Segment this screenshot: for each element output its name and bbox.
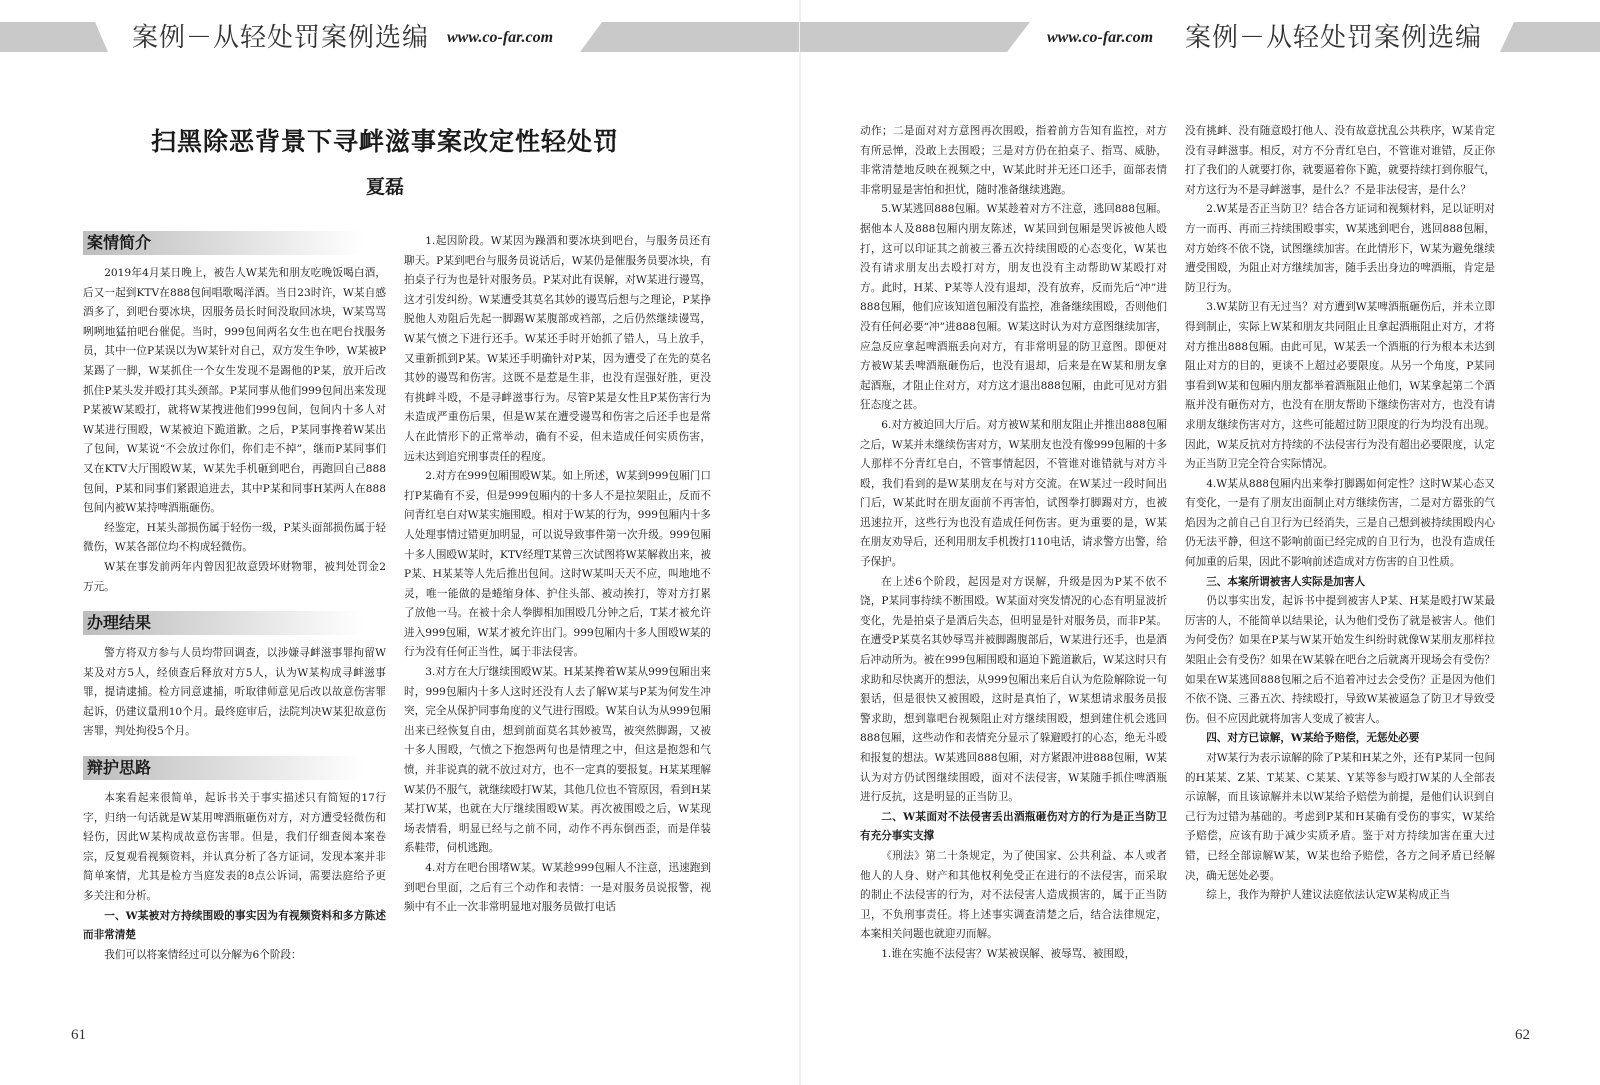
paragraph: 对W某行为表示谅解的除了P某和H某之外，还有P某同一包间的H某某、Z某、T某某、C某某、Y某等参与殴打W某的人全部表示谅解，而且该谅解并未以W某给予赔偿为前提，是他们认识到自己行为过错为基础的。考虑到P某和H某确有受伤的事实，W某给予赔偿，应该有助于减少实质矛盾。鉴于对方持续加害在重大过错，已经全部谅解W某，W某也给予赔偿，各方之间矛盾已经解决，确无惩处必要。 [1185, 752, 1495, 882]
header-decor-bar [800, 22, 1030, 52]
section-heading-text: 辩护思路 [87, 758, 152, 778]
header-decor-bar [0, 22, 108, 52]
text-column-2 [404, 232, 711, 992]
paragraph: W某在事发前两年内曾因犯故意毁坏财物罪，被判处罚金2万元。 [83, 560, 386, 593]
paragraph: 经鉴定，H某头部损伤属于轻伤一级，P某头面部损伤属于轻微伤，W某各部位均不构成轻微伤。 [83, 521, 386, 554]
paragraph: 3.对方在大厅继续围殴W某。H某某搀着W某从999包厢出来时，999包厢内十多人这时还没有人去了解W某与P某为何发生冲突，完全从保护同事角度的义气进行围殴。W某自认为从999包厢出来已经恢复自由，想到前面莫名其妙被骂，被突然脚踢，又被十多人围殴，气愤之下抱怨两句也是情理之中，但这是抱怨和气愤，并非说真的就不放过对方，也不一定真的要报复。H某某理解W某仍不服气，就继续殴打W某，其他几位也不管原因，看到H某某打W某，也就在大厅继续围殴W某。再次被围殴之后，W某现场表情看，明显已经与之前不同，动作不再东倒西歪，而是佯装系鞋带，伺机逃跑。 [404, 666, 711, 855]
paragraph: 1.谁在实施不法侵害？W某被误解、被辱骂、被围殴， [881, 947, 1136, 960]
paragraph: 2019年4月某日晚上，被告人W某先和朋友吃晚饭喝白酒，后又一起到KTV在888包间唱歌喝洋酒。当日23时许，W某自感酒多了，到吧台要冰块，因服务员长时间没取回冰块，W某骂骂咧咧地猛拍吧台催促。当时，999包间两名女生也在吧台找服务员，其中一位P某误以为W某针对自己，双方发生争吵，W某被P某踢了一脚，W某抓住一个女生发现不是踢他的P某，放开后改抓住P某头发并殴打其头颈部。P某同事从他们999包间出来发现P某被W某殴打，就将W某拽进他们999包间，包间内十多人对W某进行围殴，W某被迫下跪道歉。之后，P某同事搀着W某出了包间，W某说“不会放过你们，你们走不掉”，继而P某同事们又在KTV大厅围殴W某，W某先手机砸到吧台，再跑回自己888包间，P某和同事们紧跟追进去，其中P某和同事H某两人在888包间内被W某持啤酒瓶砸伤。 [83, 267, 386, 515]
paragraph: 5.W某逃回888包厢。W某趁着对方不注意，逃回888包厢。据他本人及888包厢内朋友陈述，W某回到包厢是哭诉被他人殴打，这可以印证其之前被三番五次持续围殴的心态变化，W某也没有请求朋友出去殴打对方，朋友也没有主动帮助W某殴打对方。此时，H某、P某等人没有退却，没有放弃，反而先后“冲”进888包厢，他们应该知道包厢没有监控，准备继续围殴，否则他们没有任何必要“冲”进888包厢。W某这时认为对方意图继续加害，应急反应拿起啤酒瓶丢向对方，有非常明显的防卫意图。即便对方被W某丢啤酒瓶砸伤后，也没有退却，后来是在W某和朋友拿起酒瓶，才阻止住对方，对方这才退出888包厢，由此可见对方猖狂态度之甚。 [860, 203, 1167, 412]
section-heading [83, 756, 386, 780]
paragraph: 我们可以将案情经过可以分解为6个阶段： [104, 948, 302, 961]
subheading: 四、对方已谅解，W某给予赔偿，无惩处必要 [1206, 732, 1420, 745]
page-number: 61 [71, 1027, 86, 1043]
paragraph: 1.起因阶段。W某因为躁酒和要冰块到吧台，与服务员还有聊天。P某到吧台与服务员说话后，W某仍是催服务员要冰块，有拍桌子行为也是针对服务员。P某对此有误解，对W某进行谩骂，这才引发纠纷。W某遭受其莫名其妙的谩骂后想与之理论，P某挣脱他人劝阻后先起一脚踢W某腹部或裆部，之后仍然继续谩骂，W某气愤之下进行还手。W某还手时开始抓了错人，马上放手，又重新抓到P某。W某还手明确针对P某，因为遭受了在先的莫名其妙的谩骂和伤害。这既不是惹是生非，也没有逞强好胜，更没有挑衅斗殴，不是寻衅滋事行为。尽管P某是女性且P某伤害行为未造成严重伤后果，但是W某在遭受谩骂和伤害之后还手也是常人在此情形下的正常举动，确有不妥，但未造成任何实质伤害，远未达到追究刑事责任的程度。 [404, 235, 711, 463]
text-column-1 [83, 223, 386, 998]
paragraph: 6.对方被迫回大厅后。对方被W某和朋友阻止并推出888包厢之后，W某并未继续伤害对方，W某朋友也没有像999包厢的十多人那样不分青红皂白，不管事情起因，不管谁对谁错就与对方斗殴，我们看到的是W某朋友在与对方交流。在W某过一段时间出门后，W某此时在朋友面前不再害怕，试图拳打脚踢对方，也被迅速拉开，这些行为也没有造成任何伤害。更为重要的是，W某在朋友劝导后，还利用朋友手机拨打110电话，请求警方出警，给予保护。 [860, 418, 1167, 569]
running-header-url: www.co-far.com [1047, 29, 1154, 46]
section-heading-text: 办理结果 [87, 613, 152, 633]
article-author: 夏磊 [365, 176, 404, 198]
article-title: 扫黑除恶背景下寻衅滋事案改定性轻处罚 [150, 127, 619, 156]
page-number: 62 [1515, 1027, 1530, 1043]
section-heading-text: 案情简介 [87, 233, 152, 252]
paragraph: 警方将双方参与人员均带回调查，以涉嫌寻衅滋事罪拘留W某及对方5人，经侦查后释放对方5人，认为W某构成寻衅滋事罪，提请逮捕。检方同意逮捕，听取律师意见后改以故意伤害罪起诉，仍建议量刑10个月。最终庭审后，法院判决W某犯故意伤害罪，判处拘役5个月。 [83, 647, 386, 738]
text-column-4 [1185, 122, 1495, 967]
paragraph: 在上述6个阶段，起因是对方误解，升级是因为P某不依不饶，P某同事持续不断围殴。W某面对突发情况的心态有明显波折变化，先是拍桌子是酒后失态，但明显是针对服务员，而非P某。在遭受P某莫名其妙辱骂并被脚踢腹部后，W某进行还手，也是酒后冲动所为。被在999包厢围殴和逼迫下跪道歉后，W某这时只有求助和尽快离开的想法，从999包厢出来后自认为危险解除说一句狠话，但是很快又被围殴，这时是真怕了，W某想请求服务员报警求助，想到靠吧台视频阻止对方继续围殴，想到建住机会逃回888包厢，这些动作和表情充分显示了躲避殴打的心态，绝无斗殴和报复的想法。W某逃回888包厢，对方紧跟冲进888包厢，W某认为对方仍试图继续围殴，面对不法侵害，W某随手抓住啤酒瓶进行反抗，这是明显的正当防卫。 [860, 575, 1167, 804]
subheading: 二、W某面对不法侵害丢出酒瓶砸伤对方的行为是正当防卫有充分事实支撑 [860, 810, 1167, 843]
header-decor-bar [1500, 22, 1600, 52]
paragraph: 本案看起来很简单，起诉书关于事实描述只有简短的17行字，归纳一句话就是W某用啤酒瓶砸伤对方，对方遭受轻微伤和轻伤，因此W某构成故意伤害罪。但是，我们仔细查阅本案卷宗，反复观看视频资料，并认真分析了各方证词，发现本案并非简单案情，尤其是检方当庭发表的8点公诉词，需要法庭给予更多关注和分析。 [83, 792, 386, 903]
section-heading [83, 611, 386, 635]
paragraph: 综上，我作为辩护人建议法庭依法认定W某构成正当 [1206, 889, 1451, 902]
paragraph: 《刑法》第二十条规定，为了使国家、公共利益、本人或者他人的人身、财产和其他权利免受正在进行的不法侵害，而采取的制止不法侵害的行为，对不法侵害人造成损害的，属于正当防卫，不负刑事责任。将上述事实调查清楚之后，结合法律规定，本案相关问题也就迎刃而解。 [860, 849, 1167, 941]
paragraph: 4.对方在吧台围堵W某。W某趁999包厢人不注意，迅速跑到到吧台里面，之后有三个动作和表情：一是对服务员说报警，视频中有不止一次非常明显地对服务员做打电话 [404, 862, 711, 914]
paragraph: 2.W某是否正当防卫？结合各方证词和视频材料，足以证明对方一而再、再而三持续围殴事实，W某逃到吧台，逃回888包厢，对方始终不依不饶，试图继续加害。在此情形下，W某为避免继续遭受围殴，为阻止对方继续加害，随手丢出身边的啤酒瓶，肯定是防卫行为。 [1185, 203, 1495, 294]
paragraph: 动作；二是面对对方意图再次围殴，指着前方告知有监控，对方有所忌惮，没敢上去围殴；三是对方仍在拍桌子、指骂、威胁，非常清楚地反映在视频之中，W某此时并无还口还手，面部表情非常明显是害怕和担忧，随时准备继续逃跑。 [860, 125, 1167, 196]
paragraph: 4.W某从888包厢内出来拳打脚踢如何定性？这时W某心态又有变化，一是有了朋友出面制止对方继续伤害，二是对方嚣张的气焰因为之前自己自卫行为已经消失，三是自己想到被持续围殴内心仍无法平静，但这不影响前面已经完成的自卫行为，也没有造成任何加重的后果，因此不影响前述造成对方伤害的自卫性质。 [1185, 477, 1495, 569]
section-heading [83, 231, 386, 255]
subheading: 三、本案所谓被害人实际是加害人 [1206, 575, 1366, 588]
paragraph: 没有挑衅、没有随意殴打他人、没有故意扰乱公共秩序，W某肯定没有寻衅滋事。相反，对方不分青红皂白，不管谁对谁错，反正你打了我们的人就要打你，就要逼着你下跪，就要持续打到你服气，对方这行为不是寻衅滋事，是什么？不是非法侵害，是什么？ [1185, 125, 1495, 196]
paragraph: 仍以事实出发，起诉书中提到被害人P某、H某是殴打W某最厉害的人，不能简单以结果论，认为他们受伤了就是被害人。他们为何受伤？如果在P某与W某开始发生纠纷时就像W某朋友那样拉架阻止会有受伤？如果在W某躲在吧台之后就离开现场会有受伤？如果在W某逃回888包厢之后不追着冲过去会受伤？正是因为他们不依不饶、三番五次、持续殴打，导致W某被逼急了防卫才导致受伤。但不应因此就将加害人变成了被害人。 [1185, 595, 1495, 725]
right-page [800, 0, 1600, 1085]
subheading: 一、W某被对方持续围殴的事实因为有视频资料和多方陈述而非常清楚 [83, 909, 386, 942]
running-header-url: www.co-far.com [447, 29, 554, 46]
running-header-title: 案例－从轻处罚案例选编 [132, 23, 430, 53]
running-header-title: 案例－从轻处罚案例选编 [1185, 23, 1483, 53]
paragraph: 3.W某防卫有无过当？对方遭到W某啤酒瓶砸伤后，并未立即得到制止，实际上W某和朋友共同阻止且拿起酒瓶阻止对方，才将对方推出888包厢。由此可见，W某丢一个酒瓶的行为根本未达到阻止对方的目的，更谈不上超过必要限度。从另一个角度，P某同事看到W某和包厢内朋友都举着酒瓶阻止他们，W某拿起第二个酒瓶并没有砸伤对方，也没有在朋友帮助下继续伤害对方，也没有请求朋友继续伤害对方，这些可能超过防卫限度的行为均没有出现。因此，W某反抗对方持续的不法侵害行为没有超出必要限度，认定为正当防卫完全符合实际情况。 [1185, 301, 1495, 471]
header-decor-bar [580, 22, 800, 52]
paragraph: 2.对方在999包厢围殴W某。如上所述，W某到999包厢门口打P某确有不妥，但是999包厢内的十多人不是拉架阻止，反而不问青红皂白对W某实施围殴。相对于W某的行为，999包厢内十多人处理事情过错更加明显，可以说导致事件第一次升级。999包厢十多人围殴W某时，KTV经理T某曾三次试图将W某解救出来，被P某、H某某等人先后推出包间。这时W某叫天天不应，叫地地不灵，唯一能做的是蜷缩身体、护住头部、被动挨打，等对方打累了放他一马。在被十余人拳脚相加围殴几分钟之后，T某才被允许进入999包厢，W某才被允许出门。999包厢内十多人围殴W某的行为没有任何正当性，属于非法侵害。 [404, 470, 711, 659]
text-column-3 [860, 122, 1167, 967]
